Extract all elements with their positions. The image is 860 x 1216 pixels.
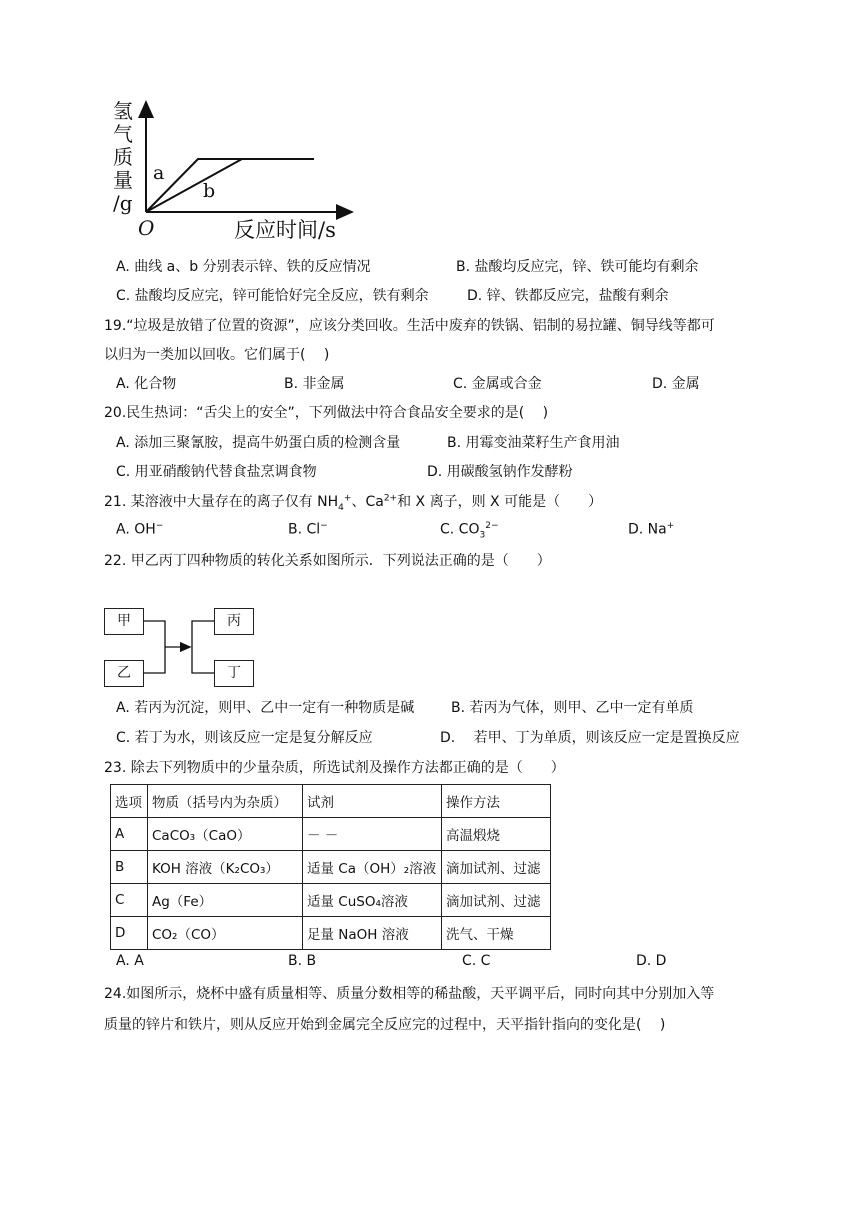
table-cell: － － <box>303 818 442 851</box>
q23-option-c: C. C <box>462 953 491 969</box>
q18-option-c: C. 盐酸均反应完，锌可能恰好完全反应，铁有剩余 <box>116 288 429 304</box>
curve-a-label: a <box>153 162 165 184</box>
box-ding: 丁 <box>214 660 254 687</box>
q21-option-d: D. Na+ <box>628 521 675 538</box>
q24-stem-line1: 24.如图所示，烧杯中盛有质量相等、质量分数相等的稀盐酸，天平调平后，同时向其中分别加入等 <box>104 986 715 1002</box>
q23-table <box>110 784 551 950</box>
x-axis-label: 反应时间/s <box>234 218 336 242</box>
q22-option-a: A. 若丙为沉淀，则甲、乙中一定有一种物质是碱 <box>116 700 415 716</box>
table-cell: D <box>111 917 148 950</box>
box-bing: 丙 <box>214 608 254 635</box>
curve-b-label: b <box>203 180 216 202</box>
q21-stem: 21. 某溶液中大量存在的离子仅有 $NH_4^+$、$Ca^{2+}$和 X 离子，则 X 可能是（ ） <box>104 493 603 513</box>
table-row <box>111 917 551 950</box>
q18-option-a: A. 曲线 a、b 分别表示锌、铁的反应情况 <box>116 259 371 275</box>
q20-stem: 20.民生热词：“舌尖上的安全”，下列做法中符合食品安全要求的是( ) <box>104 405 549 421</box>
table-header-row <box>111 785 551 818</box>
table-cell: 滴加试剂、过滤 <box>442 884 551 917</box>
table-cell: 适量 CuSO₄溶液 <box>303 884 442 917</box>
q23-stem: 23. 除去下列物质中的少量杂质，所选试剂及操作方法都正确的是（ ） <box>104 760 565 776</box>
q21-option-a: A. OH− <box>116 521 164 538</box>
q23-option-d: D. D <box>636 953 667 969</box>
q21-option-b: B. Cl− <box>288 521 328 538</box>
q19-option-a: A. 化合物 <box>116 376 177 392</box>
q22-stem: 22. 甲乙丙丁四种物质的转化关系如图所示．下列说法正确的是（ ） <box>104 553 551 569</box>
table-cell: CaCO₃（CaO） <box>148 818 303 851</box>
q22-option-d: D. 若甲、丁为单质，则该反应一定是置换反应 <box>440 730 740 746</box>
origin-label: O <box>138 216 155 240</box>
table-cell: C <box>111 884 148 917</box>
table-row <box>111 884 551 917</box>
table-cell: 高温煅烧 <box>442 818 551 851</box>
box-jia: 甲 <box>104 608 144 635</box>
q22-option-c: C. 若丁为水，则该反应一定是复分解反应 <box>116 730 373 746</box>
y-axis-label: 氢 气 质 量 /g <box>113 99 133 215</box>
header-cell: 物质（括号内为杂质） <box>148 785 303 818</box>
header-cell: 试剂 <box>303 785 442 818</box>
box-yi: 乙 <box>104 660 144 687</box>
q19-option-b: B. 非金属 <box>284 376 345 392</box>
table-row <box>111 818 551 851</box>
table-cell: 滴加试剂、过滤 <box>442 851 551 884</box>
table-cell: KOH 溶液（K₂CO₃） <box>148 851 303 884</box>
q19-option-d: D. 金属 <box>652 376 700 392</box>
header-cell: 选项 <box>111 785 148 818</box>
q20-option-c: C. 用亚硝酸钠代替食盐烹调食物 <box>116 464 317 480</box>
q20-option-d: D. 用碳酸氢钠作发酵粉 <box>427 464 573 480</box>
table-cell: A <box>111 818 148 851</box>
table-row <box>111 851 551 884</box>
q23-option-b: B. B <box>288 953 317 969</box>
q19-stem-line2: 以归为一类加以回收。它们属于( ) <box>104 347 330 363</box>
diagram-connectors <box>140 615 220 685</box>
table-cell: 洗气、干燥 <box>442 917 551 950</box>
table-cell: Ag（Fe） <box>148 884 303 917</box>
q18-option-d: D. 锌、铁都反应完，盐酸有剩余 <box>467 288 669 304</box>
q23-option-a: A. A <box>116 953 144 969</box>
q19-option-c: C. 金属或合金 <box>453 376 542 392</box>
table-cell: CO₂（CO） <box>148 917 303 950</box>
header-cell: 操作方法 <box>442 785 551 818</box>
q22-option-b: B. 若丙为气体，则甲、乙中一定有单质 <box>451 700 694 716</box>
q20-option-b: B. 用霉变油菜籽生产食用油 <box>447 435 620 451</box>
table-cell: 足量 NaOH 溶液 <box>303 917 442 950</box>
curve-a <box>146 159 314 212</box>
q19-stem-line1: 19.“垃圾是放错了位置的资源”，应该分类回收。生活中废弃的铁锅、铝制的易拉罐、铜导线等都可 <box>104 318 715 334</box>
q24-stem-line2: 质量的锌片和铁片，则从反应开始到金属完全反应完的过程中，天平指针指向的变化是( ) <box>104 1017 666 1033</box>
q21-option-c: C. $CO_3^{2-}$ <box>440 521 499 541</box>
table-cell: 适量 Ca（OH）₂溶液 <box>303 851 442 884</box>
q18-option-b: B. 盐酸均反应完，锌、铁可能均有剩余 <box>456 259 699 275</box>
table-cell: B <box>111 851 148 884</box>
q20-option-a: A. 添加三聚氰胺，提高牛奶蛋白质的检测含量 <box>116 435 401 451</box>
